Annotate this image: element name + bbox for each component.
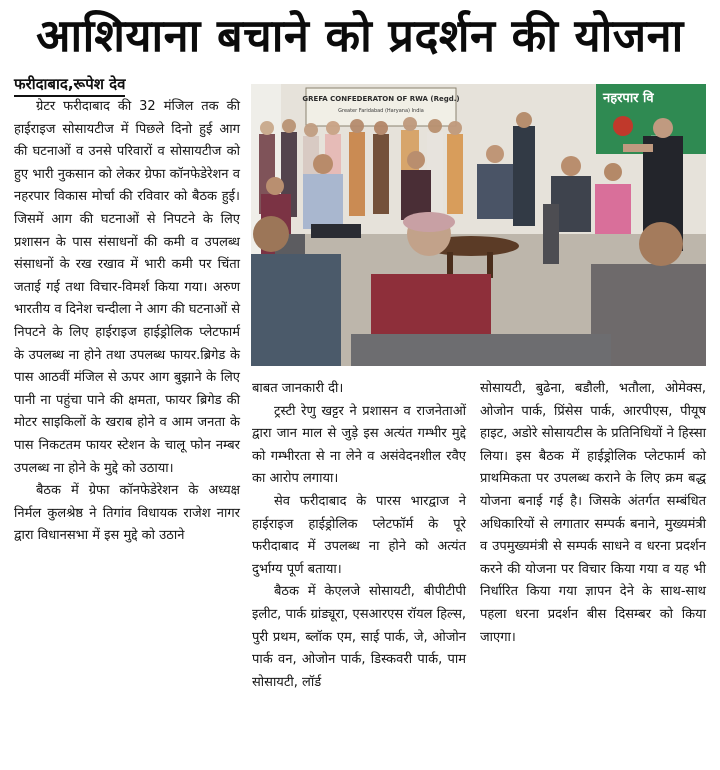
paragraph: सेव फरीदाबाद के पारस भारद्वाज ने हाईराइज हाईड्रोलिक प्लेटफॉर्म के पूरे फरीदाबाद में उपलब्ध ना होने को अत्यंत दुर्भाग्य पूर्ण बताया। xyxy=(252,493,466,577)
paragraph: ट्रस्टी रेणु खट्टर ने प्रशासन व राजनेताओं द्वारा जान माल से जुड़े इस अत्यंत गम्भीर मुद्दे को गम्भीरता से ना लेने व असंवेदनशील रवैए का आरोप लगाया। xyxy=(252,403,466,487)
article-column-2 xyxy=(252,378,466,694)
article-column-3 xyxy=(480,378,706,649)
paragraph: ग्रेटर फरीदाबाद की 32 मंजिल तक की हाईराइज सोसायटीज में पिछले दिनो हुई आग की घटनाओं व उनसे परिवारों व सोसायटीज को हुए भारी नुकसान को लेकर ग्रेफा कॉनफेडेरेशन व नहरपार विकास मोर्चा की रविवार को बैठक हुई। जिसमें आग की घटनाओं से निपटने के लिए प्रशासन के पास संसाधनों की कमी व उपलब्ध संसाधनों के रख रखाव में भारी कमी पर चिंता जताई गई तथा विचार-विमर्श किया गया। अरुण भारतीय व दिनेश चन्दीला ने आग की घटनाओं से निपटने के लिए हाईराइज हाईड्रोलिक प्लेटफार्म के उपलब्ध ना होने तथा उपलब्ध फायर.ब्रिगेड के पास आठवीं मंजिल से ऊपर आग बुझाने के लिए पानी ना पहुंचा पाने की क्षमता, फायर ब्रिगेड की मोटर साइकिलों के खराब होने व आम जनता के पास निकटतम फायर स्टेशन के चालू फोन नम्बर उपलब्ध ना होने के मुद्दे को उठाया। xyxy=(14,99,240,476)
dateline: फरीदाबाद,रूपेश देव xyxy=(14,74,125,97)
article-column-1 xyxy=(14,96,240,548)
paragraph: सोसायटी, बुढेना, बडौली, भतौला, ओमेक्स, ओजोन पार्क, प्रिंसेस पार्क, आरपीएस, पीयूष हाइट, अडोरे सोसायटीस के प्रतिनिधियों ने हिस्सा लिया। इस बैठक में हाईड्रोलिक प्लेटफार्म को प्राथमिकता पर उपलब्ध कराने के लिए क्रम बद्ध योजना बनाई गई है। जिसके अंतर्गत सम्बंधित अधिकारियों से लगातार सम्पर्क बनाने, मुख्यमंत्री व उपमुख्यमंत्री से सम्पर्क साधने व धरना प्रदर्शन करने की योजना पर विचार किया गया व यह भी निर्धारित किया गया ज्ञापन देने के साथ-साथ पहला धरना प्रदर्शन बीस दिसम्बर को किया जाएगा। xyxy=(480,381,706,645)
paragraph: बैठक में ग्रेफा कॉनफेडेरेशन के अध्यक्ष निर्मल कुलश्रेष्ठ ने तिगांव विधायक राजेश नागर द्वारा विधानसभा में इस मुद्दे को उठाने xyxy=(14,483,240,544)
meeting-photo xyxy=(251,84,706,366)
headline: आशियाना बचाने को प्रदर्शन की योजना xyxy=(36,9,684,62)
paragraph: बैठक में केएलजे सोसायटी, बीपीटीपी इलीट, पार्क ग्रांड्यूरा, एसआरएस रॉयल हिल्स, पुरी प्रथम, ब्लॉक एम, साई पार्क, जे, ओजोन पार्क वन, ओजोन पार्क, डिस्कवरी पार्क, पाम सोसायटी, लॉर्ड xyxy=(252,584,466,690)
banner-right-text: नहरपार वि xyxy=(603,91,654,106)
paragraph: बाबत जानकारी दी। xyxy=(252,381,344,396)
banner-left-text: GREFA CONFEDERATON OF RWA (Regd.) xyxy=(302,95,460,103)
banner-left-subtext: Greater Faridabad (Haryana) India xyxy=(338,108,424,114)
